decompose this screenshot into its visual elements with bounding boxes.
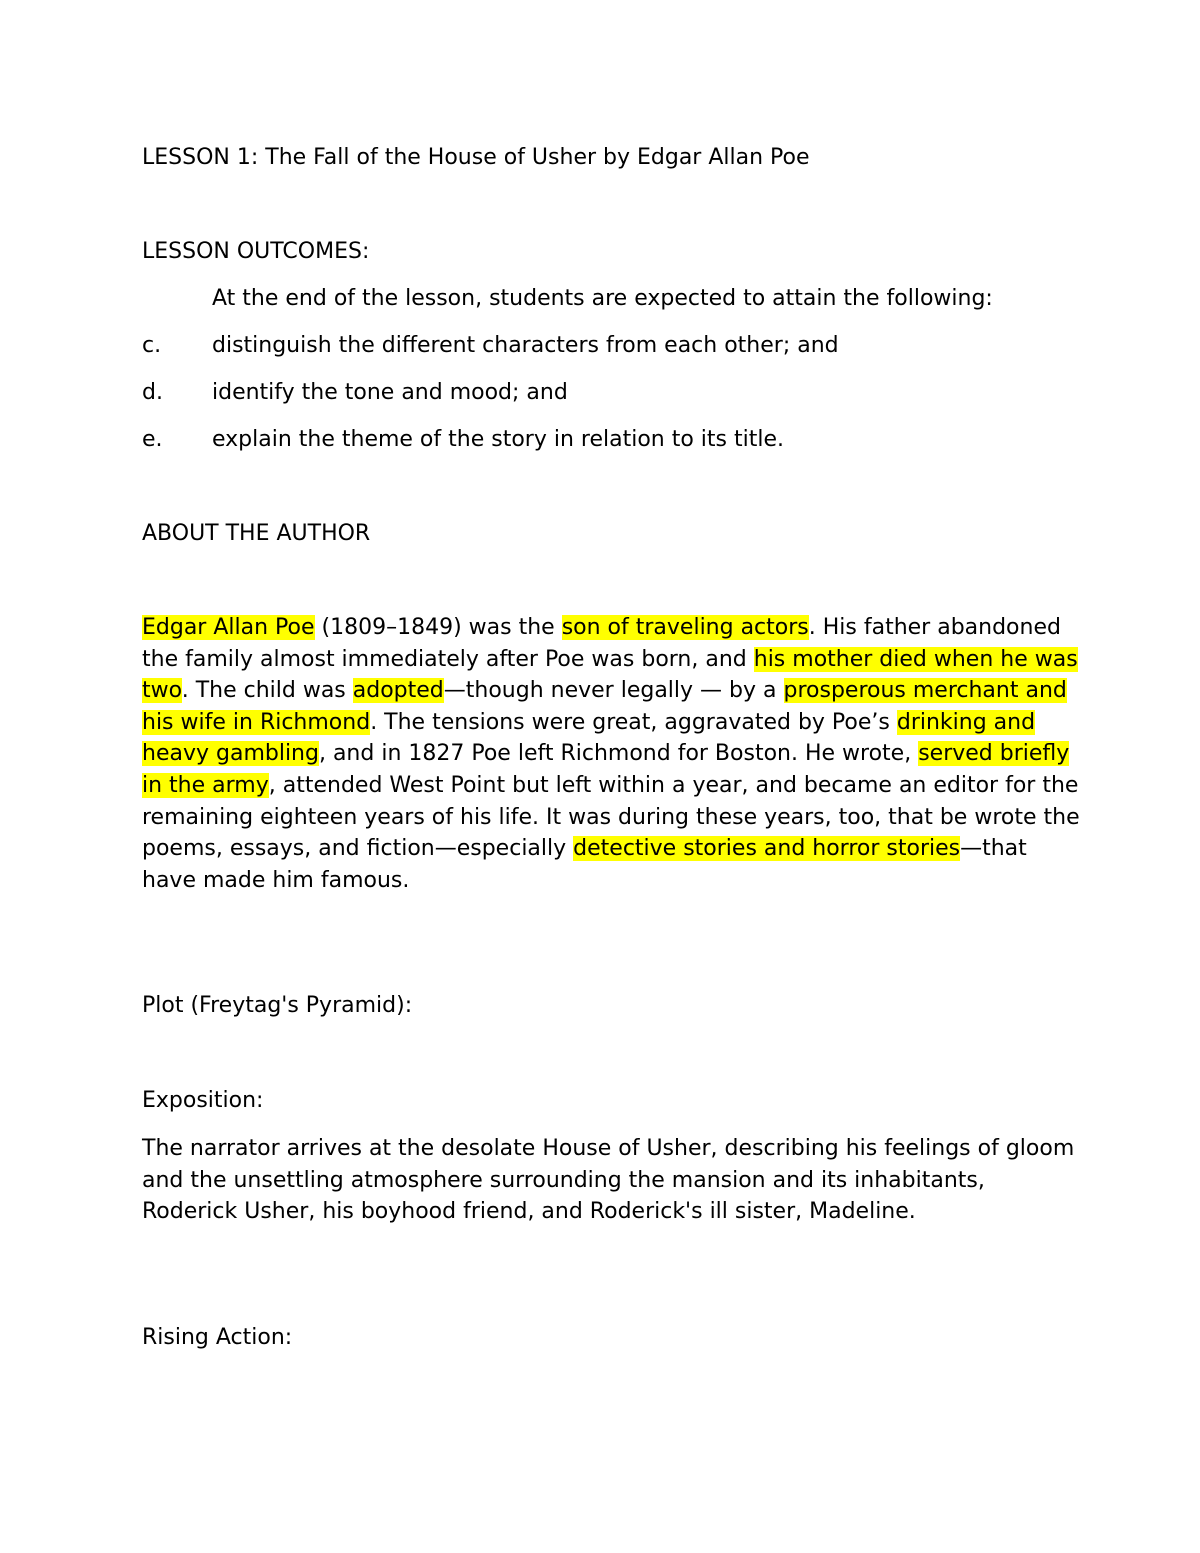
outcomes-heading: LESSON OUTCOMES:: [142, 239, 370, 264]
outcome-marker: e.: [142, 427, 163, 452]
highlighted-segment: served briefly in the army: [142, 741, 1070, 798]
author-heading: ABOUT THE AUTHOR: [142, 521, 371, 546]
author-segment: , attended West Point but left within a year, and became an editor for the remaining eighteen years of his life. It was during these years, too, that be wrote the poems, essays, and fiction—especially: [142, 772, 1080, 862]
outcomes-intro: At the end of the lesson, students are expected to attain the following:: [212, 286, 993, 311]
highlighted-segment: adopted: [352, 678, 444, 704]
rising-action-heading: Rising Action:: [142, 1325, 293, 1350]
author-segment: . The child was: [181, 678, 353, 704]
highlighted-segment: his mother died when he was two: [142, 646, 1078, 704]
author-paragraph: [142, 612, 1082, 896]
lesson-title: LESSON 1: The Fall of the House of Usher by Edgar Allan Poe: [142, 145, 810, 170]
author-segment: —though never legally — by a: [443, 678, 784, 704]
highlighted-segment: Edgar Allan Poe: [142, 615, 315, 640]
highlighted-segment: son of traveling actors: [561, 615, 809, 640]
highlighted-segment: prosperous merchant and his wife in Richmond: [142, 678, 1067, 735]
exposition-heading: Exposition:: [142, 1088, 264, 1113]
outcome-item: explain the theme of the story in relation to its title.: [212, 427, 784, 452]
author-segment: —that have made him famous.: [142, 836, 1027, 893]
author-segment: . The tensions were great, aggravated by Poe’s: [370, 709, 897, 735]
author-segment: , and in 1827 Poe left Richmond for Boston. He wrote,: [318, 741, 919, 767]
exposition-paragraph: The narrator arrives at the desolate House of Usher, describing his feelings of gloom and the unsettling atmosphere surrounding the mansion and its inhabitants, Roderick Usher, his boyhood friend, and Roderick's ill sister, Madeline.: [142, 1136, 1075, 1225]
highlighted-segment: drinking and heavy gambling: [142, 709, 1036, 767]
outcome-marker: c.: [142, 333, 162, 358]
author-segment: (1809–1849) was the: [314, 615, 562, 640]
outcome-item: distinguish the different characters from each other; and: [212, 333, 839, 358]
outcome-item: identify the tone and mood; and: [212, 380, 568, 405]
outcome-marker: d.: [142, 380, 163, 405]
plot-heading: Plot (Freytag's Pyramid):: [142, 993, 413, 1018]
highlighted-segment: detective stories and horror stories: [573, 836, 961, 862]
author-segment: . His father abandoned the family almost immediately after Poe was born, and: [142, 615, 1061, 672]
